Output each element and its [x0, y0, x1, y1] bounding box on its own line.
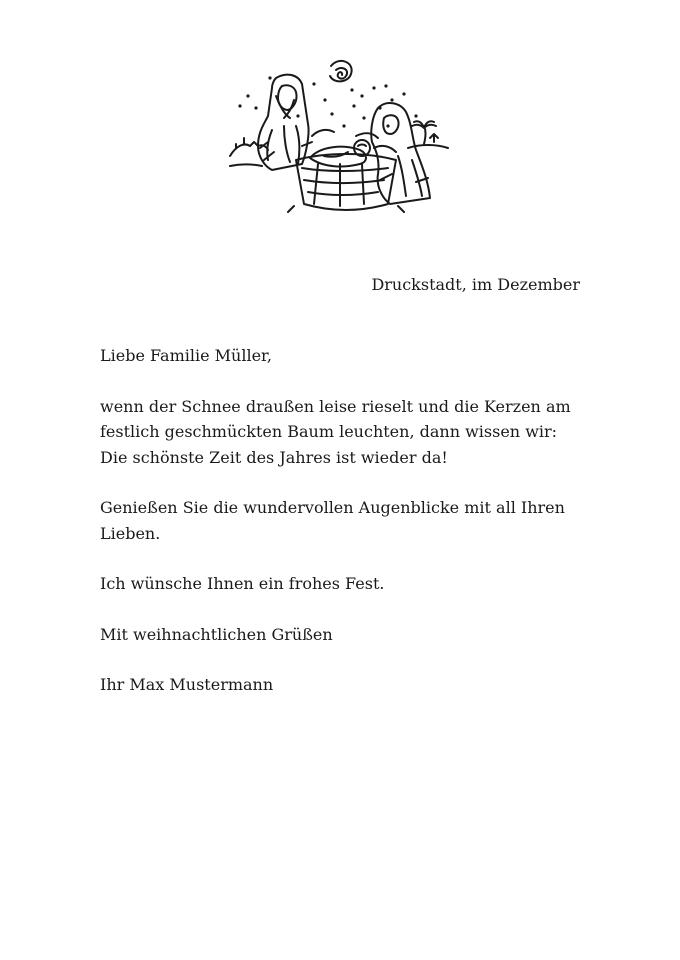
letter-body — [100, 343, 590, 723]
signature: Ihr Max Mustermann — [100, 675, 274, 694]
mary-figure-icon — [371, 103, 430, 204]
paragraph-1-line-2: festlich geschmückten Baum leuchten, dann wissen wir: — [100, 422, 558, 441]
nativity-scene-icon — [228, 56, 454, 216]
salutation: Liebe Familie Müller, — [100, 346, 273, 365]
joseph-figure-icon — [258, 75, 312, 170]
paragraph-1-line-1: wenn der Schnee draußen leise rieselt und die Kerzen am — [100, 396, 571, 416]
paragraph-3: Ich wünsche Ihnen ein frohes Fest. — [100, 574, 385, 593]
paragraph-1-line-3: Die schönste Zeit des Jahres ist wieder da! — [100, 447, 448, 467]
paragraph-2 — [100, 495, 590, 546]
paragraph-2-line-2: Lieben. — [100, 523, 161, 543]
star-icon — [330, 61, 352, 81]
closing: Mit weihnachtlichen Grüßen — [100, 624, 333, 644]
place-date: Druckstadt, im Dezember — [371, 275, 580, 294]
manger-icon — [288, 154, 404, 212]
hills-icon — [312, 130, 378, 138]
paragraph-2-line-1: Genießen Sie die wundervollen Augenblicke mit all Ihren — [100, 498, 565, 517]
paragraph-1 — [100, 394, 590, 471]
